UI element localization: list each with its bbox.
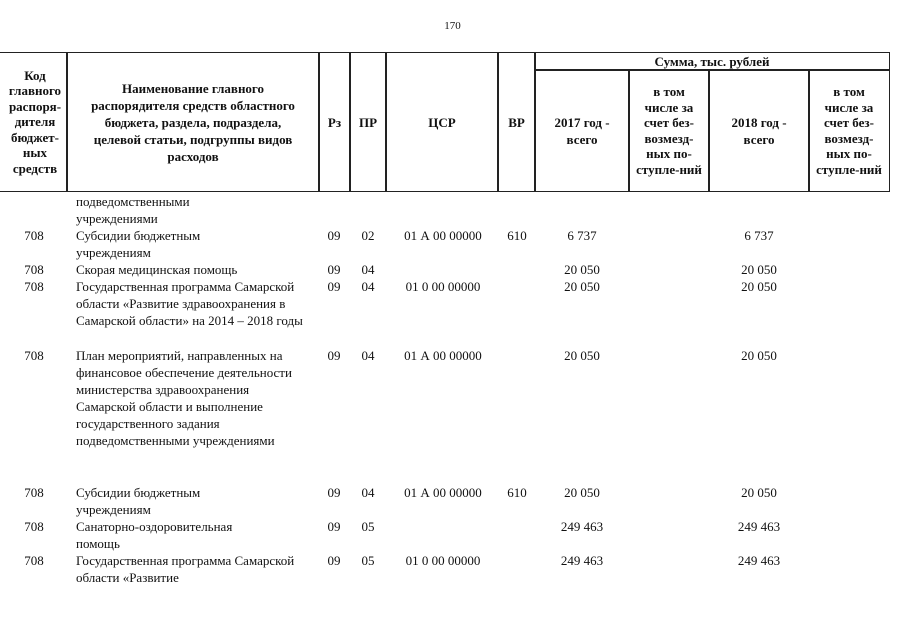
row-pr: 04	[361, 279, 375, 294]
row-vr: 610	[507, 228, 527, 243]
row-pr: 05	[361, 553, 375, 568]
header-pr	[349, 52, 387, 192]
row-csr: 01 А 00 00000	[404, 228, 482, 243]
row-kod: 708	[24, 348, 44, 363]
header-2018-free	[808, 69, 890, 192]
header-2017-free	[628, 69, 710, 192]
header-csr-label: ЦСР	[428, 114, 456, 130]
row-2018: 20 050	[741, 348, 777, 363]
header-2017-label: 2017 год - всего	[554, 114, 610, 147]
row-name: подведомственными учреждениями	[76, 194, 190, 226]
row-name: Государственная программа Самарской области «Развитие здравоохранения в Самарской области» на 2014 – 2018 годы	[76, 279, 303, 328]
header-name-label: Наименование главного распорядителя средств областного бюджета, раздела, подраздела, целевой статьи, подгруппы видов расходов	[91, 80, 295, 164]
row-vr: 610	[507, 485, 527, 500]
row-pr: 04	[361, 262, 375, 277]
row-rz: 09	[327, 485, 341, 500]
header-2018-label: 2018 год - всего	[731, 114, 787, 147]
row-kod: 708	[24, 228, 44, 243]
row-kod: 708	[24, 279, 44, 294]
row-csr: 01 0 00 00000	[405, 553, 481, 568]
page-number: 170	[444, 20, 461, 32]
row-csr: 01 А 00 00000	[404, 485, 482, 500]
row-2017: 20 050	[564, 485, 600, 500]
row-name: Государственная программа Самарской области «Развитие	[76, 553, 295, 585]
row-2018: 6 737	[744, 228, 774, 243]
row-2017: 20 050	[564, 262, 600, 277]
row-rz: 09	[327, 279, 341, 294]
header-kod	[0, 52, 68, 192]
row-kod: 708	[24, 262, 44, 277]
row-rz: 09	[327, 262, 341, 277]
header-summa-label: Сумма, тыс. рублей	[654, 54, 770, 69]
row-name: План мероприятий, направленных на финансовое обеспечение деятельности министерства здравоохранения Самарской области и выполнение государственного задания подведомственными учреждениями	[76, 348, 292, 448]
header-pr-label: ПР	[358, 114, 378, 130]
row-2017: 20 050	[564, 279, 600, 294]
header-rz-label: Рз	[327, 114, 342, 130]
row-kod: 708	[24, 553, 44, 568]
row-csr: 01 А 00 00000	[404, 348, 482, 363]
row-rz: 09	[327, 348, 341, 363]
row-name: Субсидии бюджетным учреждениям	[76, 485, 201, 517]
row-csr: 01 0 00 00000	[405, 279, 481, 294]
header-2017	[534, 69, 630, 192]
header-2017-free-label: в том числе за счет без-возмезд-ных по-ступле-ний	[636, 84, 702, 177]
row-2018: 20 050	[741, 262, 777, 277]
row-rz: 09	[327, 228, 341, 243]
header-csr	[385, 52, 499, 192]
row-pr: 05	[361, 519, 375, 534]
row-2018: 249 463	[737, 519, 781, 534]
row-2018: 20 050	[741, 279, 777, 294]
row-pr: 04	[361, 348, 375, 363]
row-rz: 09	[327, 519, 341, 534]
row-pr: 04	[361, 485, 375, 500]
row-2017: 249 463	[560, 553, 604, 568]
row-kod: 708	[24, 519, 44, 534]
row-2017: 6 737	[567, 228, 597, 243]
row-kod: 708	[24, 485, 44, 500]
header-name	[66, 52, 320, 192]
row-2017: 20 050	[564, 348, 600, 363]
row-name: Санаторно-оздоровительная помощь	[76, 519, 233, 551]
row-2018: 249 463	[737, 553, 781, 568]
header-vr-label: ВР	[508, 114, 525, 130]
row-name: Субсидии бюджетным учреждениям	[76, 228, 201, 260]
row-2018: 20 050	[741, 485, 777, 500]
header-vr	[497, 52, 536, 192]
header-2018	[708, 69, 810, 192]
row-2017: 249 463	[560, 519, 604, 534]
row-pr: 02	[361, 228, 375, 243]
row-name: Скорая медицинская помощь	[76, 262, 238, 277]
header-2018-free-label: в том числе за счет без-возмезд-ных по-ступле-ний	[816, 84, 882, 177]
row-rz: 09	[327, 553, 341, 568]
header-kod-label: Код главного распоря-дителя бюджет-ных средств	[8, 67, 62, 176]
header-rz	[318, 52, 351, 192]
